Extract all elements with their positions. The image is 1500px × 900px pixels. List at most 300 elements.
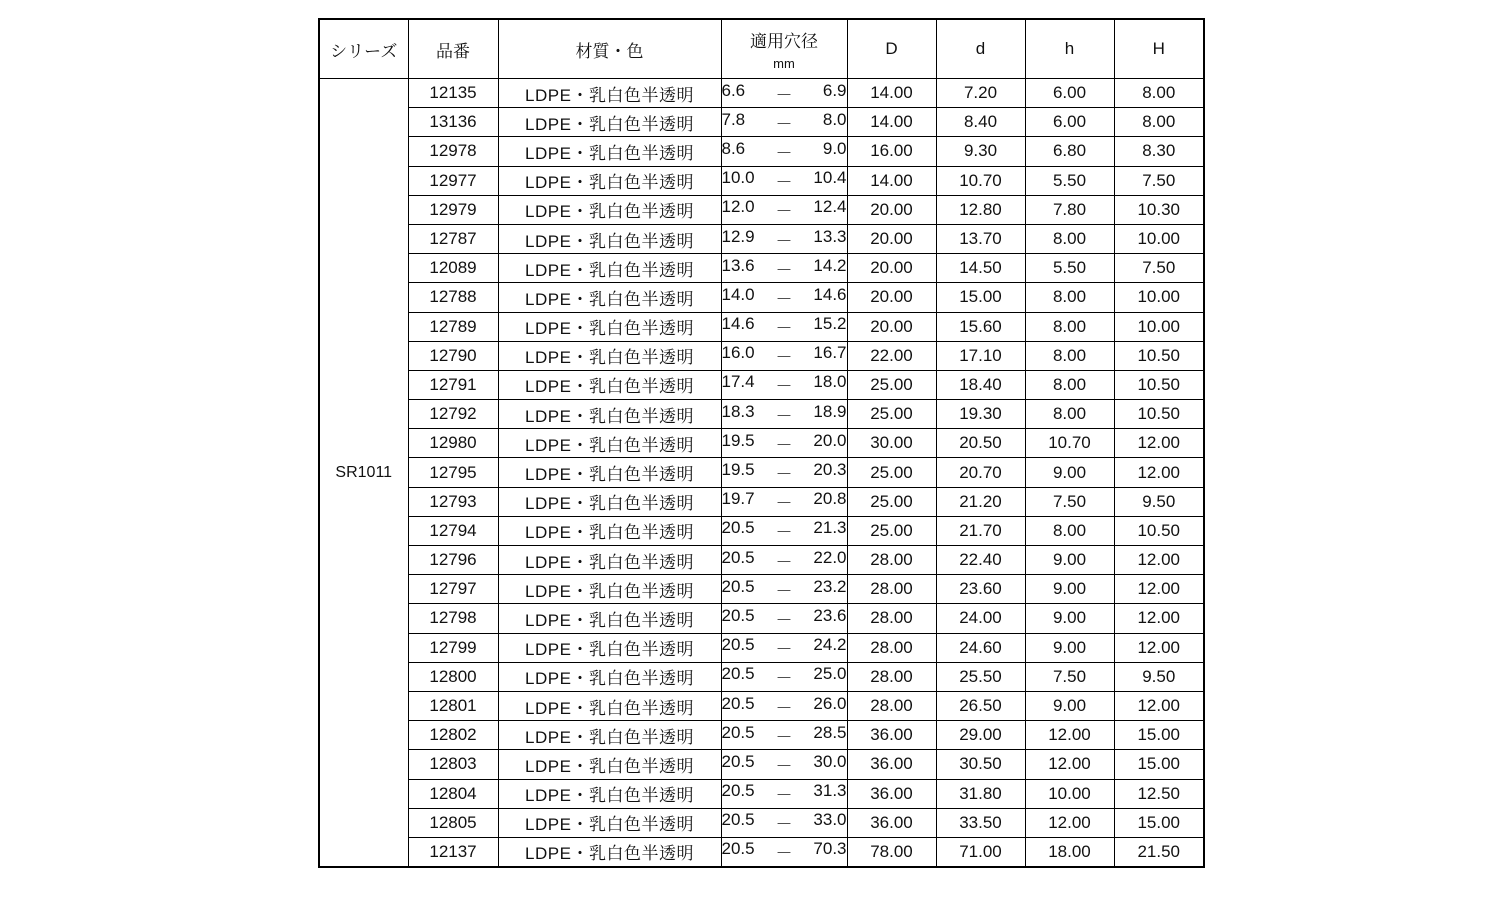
material-cell: LDPE・乳白色半透明 [498,516,721,545]
hole-diameter-max: 20.3 [813,460,847,480]
hole-diameter-max: 22.0 [813,547,847,567]
hole-diameter-min: 13.6 [721,255,755,275]
hole-diameter-min: 19.5 [721,460,755,480]
hole-diameter-max: 6.9 [822,80,847,100]
hole-diameter-min: 10.0 [721,168,755,188]
table-row [319,662,1204,691]
hole-diameter-cell [721,546,847,575]
hole-diameter-min: 17.4 [721,372,755,392]
hole-diameter-max: 14.2 [813,255,847,275]
range-separator: － [775,202,793,222]
D-cell: 14.00 [847,108,936,137]
hole-diameter-min: 20.5 [721,518,755,538]
h-cell: 8.00 [1025,341,1114,370]
H-cell: 12.00 [1114,691,1204,720]
range-separator: － [775,435,793,455]
D-cell: 16.00 [847,137,936,166]
d-cell: 10.70 [936,166,1025,195]
spec-table-container [318,18,1205,868]
range-separator: － [775,465,793,485]
d-cell: 21.70 [936,516,1025,545]
table-row [319,254,1204,283]
material-cell: LDPE・乳白色半透明 [498,604,721,633]
h-cell: 7.80 [1025,195,1114,224]
h-cell: 7.50 [1025,487,1114,516]
d-cell: 7.20 [936,79,1025,108]
h-cell: 8.00 [1025,400,1114,429]
table-row [319,808,1204,837]
header-h: h [1025,19,1114,79]
range-separator: － [775,727,793,747]
d-cell: 19.30 [936,400,1025,429]
d-cell: 12.80 [936,195,1025,224]
range-separator: － [775,114,793,134]
range-separator: － [775,786,793,806]
H-cell: 12.00 [1114,575,1204,604]
d-cell: 25.50 [936,662,1025,691]
h-cell: 9.00 [1025,458,1114,487]
H-cell: 8.30 [1114,137,1204,166]
material-cell: LDPE・乳白色半透明 [498,224,721,253]
d-cell: 24.00 [936,604,1025,633]
h-cell: 12.00 [1025,808,1114,837]
d-cell: 13.70 [936,224,1025,253]
D-cell: 25.00 [847,458,936,487]
h-cell: 6.80 [1025,137,1114,166]
h-cell: 12.00 [1025,721,1114,750]
hole-diameter-min: 20.5 [721,576,755,596]
part-no-cell: 12980 [408,429,498,458]
hole-diameter-max: 20.8 [813,489,847,509]
hole-diameter-cell [721,312,847,341]
D-cell: 28.00 [847,662,936,691]
table-row [319,837,1204,867]
h-cell: 10.00 [1025,779,1114,808]
part-no-cell: 12787 [408,224,498,253]
D-cell: 14.00 [847,166,936,195]
table-row [319,195,1204,224]
material-cell: LDPE・乳白色半透明 [498,195,721,224]
table-row [319,750,1204,779]
header-material: 材質・色 [498,19,721,79]
table-row [319,108,1204,137]
material-cell: LDPE・乳白色半透明 [498,837,721,867]
d-cell: 9.30 [936,137,1025,166]
header-row [319,19,1204,79]
part-no-cell: 13136 [408,108,498,137]
hole-diameter-min: 8.6 [721,138,746,158]
hole-diameter-max: 18.0 [813,372,847,392]
table-row [319,283,1204,312]
range-separator: － [775,173,793,193]
part-no-cell: 12795 [408,458,498,487]
part-no-cell: 12793 [408,487,498,516]
D-cell: 22.00 [847,341,936,370]
hole-diameter-max: 15.2 [813,314,847,334]
H-cell: 10.00 [1114,283,1204,312]
hole-diameter-max: 24.2 [813,635,847,655]
h-cell: 9.00 [1025,633,1114,662]
d-cell: 30.50 [936,750,1025,779]
hole-diameter-cell [721,691,847,720]
table-row [319,633,1204,662]
hole-diameter-min: 19.7 [721,489,755,509]
d-cell: 20.50 [936,429,1025,458]
range-separator: － [775,406,793,426]
d-cell: 14.50 [936,254,1025,283]
hole-diameter-cell [721,224,847,253]
hole-diameter-max: 26.0 [813,693,847,713]
d-cell: 23.60 [936,575,1025,604]
range-separator: － [775,348,793,368]
hole-diameter-min: 20.5 [721,810,755,830]
h-cell: 10.70 [1025,429,1114,458]
part-no-cell: 12137 [408,837,498,867]
hole-diameter-min: 20.5 [721,635,755,655]
header-hole-diameter-unit: mm [773,56,795,71]
D-cell: 25.00 [847,370,936,399]
h-cell: 8.00 [1025,224,1114,253]
h-cell: 9.00 [1025,546,1114,575]
header-part-no: 品番 [408,19,498,79]
hole-diameter-min: 7.8 [721,109,746,129]
material-cell: LDPE・乳白色半透明 [498,691,721,720]
part-no-cell: 12089 [408,254,498,283]
part-no-cell: 12135 [408,79,498,108]
table-row [319,779,1204,808]
h-cell: 12.00 [1025,750,1114,779]
h-cell: 8.00 [1025,370,1114,399]
D-cell: 36.00 [847,808,936,837]
range-separator: － [775,844,793,864]
hole-diameter-max: 18.9 [813,401,847,421]
range-separator: － [775,231,793,251]
range-separator: － [775,523,793,543]
hole-diameter-min: 6.6 [721,80,746,100]
D-cell: 28.00 [847,691,936,720]
hole-diameter-cell [721,79,847,108]
hole-diameter-max: 12.4 [813,197,847,217]
table-row [319,487,1204,516]
hole-diameter-max: 8.0 [822,109,847,129]
material-cell: LDPE・乳白色半透明 [498,312,721,341]
material-cell: LDPE・乳白色半透明 [498,400,721,429]
D-cell: 30.00 [847,429,936,458]
part-no-cell: 12790 [408,341,498,370]
hole-diameter-max: 21.3 [813,518,847,538]
D-cell: 36.00 [847,721,936,750]
part-no-cell: 12797 [408,575,498,604]
material-cell: LDPE・乳白色半透明 [498,166,721,195]
hole-diameter-min: 18.3 [721,401,755,421]
hole-diameter-cell [721,604,847,633]
d-cell: 33.50 [936,808,1025,837]
h-cell: 9.00 [1025,604,1114,633]
range-separator: － [775,319,793,339]
part-no-cell: 12799 [408,633,498,662]
d-cell: 31.80 [936,779,1025,808]
table-row [319,516,1204,545]
material-cell: LDPE・乳白色半透明 [498,108,721,137]
hole-diameter-cell [721,721,847,750]
d-cell: 20.70 [936,458,1025,487]
hole-diameter-cell [721,429,847,458]
D-cell: 28.00 [847,546,936,575]
hole-diameter-cell [721,750,847,779]
table-row [319,546,1204,575]
H-cell: 12.00 [1114,429,1204,458]
range-separator: － [775,85,793,105]
hole-diameter-max: 9.0 [822,138,847,158]
part-no-cell: 12977 [408,166,498,195]
hole-diameter-cell [721,195,847,224]
hole-diameter-min: 16.0 [721,343,755,363]
material-cell: LDPE・乳白色半透明 [498,458,721,487]
table-row [319,691,1204,720]
h-cell: 7.50 [1025,662,1114,691]
h-cell: 8.00 [1025,283,1114,312]
table-row [319,370,1204,399]
hole-diameter-min: 14.0 [721,284,755,304]
h-cell: 8.00 [1025,516,1114,545]
H-cell: 12.00 [1114,546,1204,575]
hole-diameter-min: 20.5 [721,693,755,713]
H-cell: 9.50 [1114,662,1204,691]
hole-diameter-min: 12.9 [721,226,755,246]
range-separator: － [775,260,793,280]
part-no-cell: 12800 [408,662,498,691]
hole-diameter-max: 33.0 [813,810,847,830]
range-separator: － [775,289,793,309]
hole-diameter-cell [721,400,847,429]
D-cell: 14.00 [847,79,936,108]
hole-diameter-min: 20.5 [721,664,755,684]
hole-diameter-max: 31.3 [813,781,847,801]
D-cell: 20.00 [847,224,936,253]
D-cell: 25.00 [847,487,936,516]
hole-diameter-cell [721,633,847,662]
hole-diameter-cell [721,487,847,516]
material-cell: LDPE・乳白色半透明 [498,254,721,283]
h-cell: 5.50 [1025,254,1114,283]
table-header [319,19,1204,79]
H-cell: 10.30 [1114,195,1204,224]
header-D: D [847,19,936,79]
part-no-cell: 12794 [408,516,498,545]
material-cell: LDPE・乳白色半透明 [498,808,721,837]
D-cell: 78.00 [847,837,936,867]
D-cell: 25.00 [847,516,936,545]
H-cell: 10.50 [1114,341,1204,370]
material-cell: LDPE・乳白色半透明 [498,750,721,779]
D-cell: 36.00 [847,779,936,808]
hole-diameter-cell [721,254,847,283]
hole-diameter-max: 28.5 [813,722,847,742]
h-cell: 5.50 [1025,166,1114,195]
range-separator: － [775,610,793,630]
d-cell: 8.40 [936,108,1025,137]
range-separator: － [775,552,793,572]
H-cell: 12.00 [1114,604,1204,633]
H-cell: 21.50 [1114,837,1204,867]
D-cell: 28.00 [847,604,936,633]
table-row [319,429,1204,458]
material-cell: LDPE・乳白色半透明 [498,779,721,808]
part-no-cell: 12801 [408,691,498,720]
range-separator: － [775,494,793,514]
header-series: シリーズ [319,19,408,79]
table-row [319,137,1204,166]
H-cell: 8.00 [1114,79,1204,108]
hole-diameter-max: 30.0 [813,751,847,771]
hole-diameter-cell [721,458,847,487]
d-cell: 21.20 [936,487,1025,516]
part-no-cell: 12978 [408,137,498,166]
hole-diameter-cell [721,808,847,837]
d-cell: 15.60 [936,312,1025,341]
header-hole-diameter-label: 適用穴径 [750,32,818,51]
h-cell: 9.00 [1025,575,1114,604]
H-cell: 8.00 [1114,108,1204,137]
D-cell: 20.00 [847,283,936,312]
H-cell: 12.00 [1114,633,1204,662]
material-cell: LDPE・乳白色半透明 [498,633,721,662]
range-separator: － [775,640,793,660]
H-cell: 10.00 [1114,312,1204,341]
H-cell: 7.50 [1114,166,1204,195]
D-cell: 28.00 [847,575,936,604]
table-row [319,400,1204,429]
part-no-cell: 12804 [408,779,498,808]
spec-table [318,18,1205,868]
hole-diameter-max: 23.6 [813,605,847,625]
hole-diameter-min: 20.5 [721,722,755,742]
header-d: d [936,19,1025,79]
H-cell: 7.50 [1114,254,1204,283]
table-row [319,721,1204,750]
material-cell: LDPE・乳白色半透明 [498,429,721,458]
hole-diameter-cell [721,137,847,166]
D-cell: 36.00 [847,750,936,779]
hole-diameter-cell [721,370,847,399]
d-cell: 24.60 [936,633,1025,662]
hole-diameter-cell [721,166,847,195]
d-cell: 71.00 [936,837,1025,867]
table-row [319,458,1204,487]
range-separator: － [775,581,793,601]
d-cell: 17.10 [936,341,1025,370]
hole-diameter-cell [721,283,847,312]
part-no-cell: 12788 [408,283,498,312]
hole-diameter-cell [721,341,847,370]
hole-diameter-min: 12.0 [721,197,755,217]
hole-diameter-max: 16.7 [813,343,847,363]
D-cell: 20.00 [847,254,936,283]
range-separator: － [775,143,793,163]
hole-diameter-max: 20.0 [813,430,847,450]
D-cell: 25.00 [847,400,936,429]
table-body [319,79,1204,868]
d-cell: 18.40 [936,370,1025,399]
material-cell: LDPE・乳白色半透明 [498,487,721,516]
part-no-cell: 12803 [408,750,498,779]
hole-diameter-cell [721,837,847,867]
material-cell: LDPE・乳白色半透明 [498,283,721,312]
d-cell: 26.50 [936,691,1025,720]
H-cell: 15.00 [1114,750,1204,779]
part-no-cell: 12796 [408,546,498,575]
header-H: H [1114,19,1204,79]
hole-diameter-max: 23.2 [813,576,847,596]
h-cell: 6.00 [1025,79,1114,108]
hole-diameter-min: 19.5 [721,430,755,450]
h-cell: 18.00 [1025,837,1114,867]
series-cell: SR1011 [319,79,408,868]
part-no-cell: 12979 [408,195,498,224]
d-cell: 22.40 [936,546,1025,575]
H-cell: 15.00 [1114,721,1204,750]
table-row [319,79,1204,108]
part-no-cell: 12792 [408,400,498,429]
range-separator: － [775,815,793,835]
hole-diameter-max: 13.3 [813,226,847,246]
D-cell: 20.00 [847,312,936,341]
h-cell: 8.00 [1025,312,1114,341]
H-cell: 9.50 [1114,487,1204,516]
D-cell: 28.00 [847,633,936,662]
h-cell: 6.00 [1025,108,1114,137]
D-cell: 20.00 [847,195,936,224]
hole-diameter-max: 14.6 [813,284,847,304]
hole-diameter-cell [721,779,847,808]
H-cell: 12.50 [1114,779,1204,808]
material-cell: LDPE・乳白色半透明 [498,721,721,750]
hole-diameter-cell [721,516,847,545]
table-row [319,341,1204,370]
part-no-cell: 12805 [408,808,498,837]
hole-diameter-max: 10.4 [813,168,847,188]
table-row [319,166,1204,195]
material-cell: LDPE・乳白色半透明 [498,575,721,604]
H-cell: 12.00 [1114,458,1204,487]
part-no-cell: 12798 [408,604,498,633]
H-cell: 15.00 [1114,808,1204,837]
d-cell: 29.00 [936,721,1025,750]
range-separator: － [775,698,793,718]
hole-diameter-min: 20.5 [721,781,755,801]
material-cell: LDPE・乳白色半透明 [498,546,721,575]
material-cell: LDPE・乳白色半透明 [498,341,721,370]
part-no-cell: 12802 [408,721,498,750]
material-cell: LDPE・乳白色半透明 [498,79,721,108]
part-no-cell: 12791 [408,370,498,399]
H-cell: 10.50 [1114,400,1204,429]
hole-diameter-min: 20.5 [721,605,755,625]
hole-diameter-min: 20.5 [721,839,755,859]
hole-diameter-min: 20.5 [721,547,755,567]
hole-diameter-min: 20.5 [721,751,755,771]
table-row [319,312,1204,341]
part-no-cell: 12789 [408,312,498,341]
range-separator: － [775,377,793,397]
hole-diameter-max: 25.0 [813,664,847,684]
table-row [319,224,1204,253]
h-cell: 9.00 [1025,691,1114,720]
range-separator: － [775,669,793,689]
H-cell: 10.00 [1114,224,1204,253]
hole-diameter-cell [721,108,847,137]
table-row [319,575,1204,604]
